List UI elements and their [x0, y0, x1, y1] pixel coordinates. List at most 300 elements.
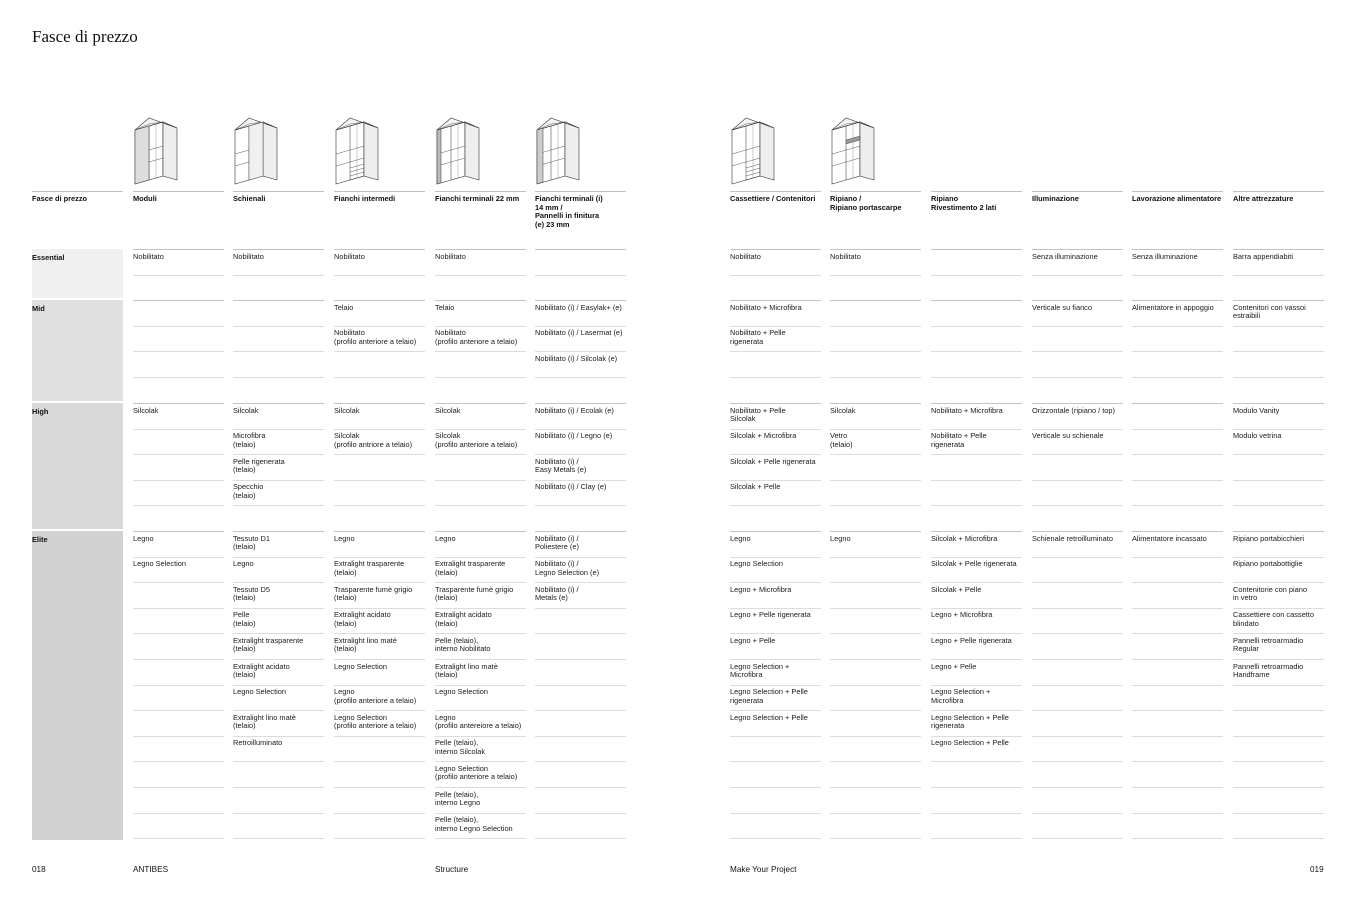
column-header-ripiano: Ripiano / Ripiano portascarpe — [830, 194, 902, 212]
project-name: Make Your Project — [730, 865, 797, 874]
row-rule — [1233, 838, 1324, 839]
cabinet-shelves-icon — [830, 116, 878, 188]
row-rule — [1132, 249, 1223, 250]
row-rule — [1132, 710, 1223, 711]
row-rule — [1032, 275, 1123, 276]
table-cell: Tessuto D1 (telaio) — [233, 533, 270, 552]
cabinet-end-sides-icon — [435, 116, 483, 188]
row-rule — [730, 377, 821, 378]
table-cell: Nobilitato — [435, 251, 466, 261]
column-header-altre: Altre attrezzature — [1233, 194, 1294, 203]
table-cell: Legno + Pelle — [730, 635, 776, 645]
row-rule — [435, 582, 526, 583]
row-rule — [830, 710, 921, 711]
row-rule — [730, 633, 821, 634]
table-cell: Microfibra (telaio) — [233, 431, 266, 449]
row-rule — [1132, 326, 1223, 327]
row-rule — [1032, 326, 1123, 327]
cabinet-inner-sides-icon — [334, 116, 382, 188]
table-cell: Legno (profilo anteriore a telaio) — [334, 687, 417, 705]
page-number-right: 019 — [1310, 865, 1324, 874]
row-rule — [931, 275, 1022, 276]
row-rule — [233, 275, 324, 276]
row-rule — [931, 377, 1022, 378]
row-rule — [535, 480, 626, 481]
row-rule — [931, 326, 1022, 327]
row-rule — [1132, 275, 1223, 276]
row-rule — [535, 633, 626, 634]
row-rule — [334, 454, 425, 455]
table-cell: Pelle (telaio) — [233, 610, 256, 628]
table-cell: Silcolak — [435, 405, 461, 415]
row-rule — [535, 685, 626, 686]
row-rule — [435, 633, 526, 634]
table-cell: Nobilitato (i) / Silcolak (e) — [535, 353, 618, 363]
row-rule — [1132, 505, 1223, 506]
row-rule — [931, 813, 1022, 814]
row-rule — [133, 505, 224, 506]
table-cell: Legno Selection (profilo anteriore a telaio) — [334, 712, 417, 731]
column-header-fianchi_term14: Fianchi terminali (i) 14 mm / Pannelli in finitura (e) 23 mm — [535, 194, 603, 229]
table-cell: Ripiano portabottiglie — [1233, 559, 1303, 569]
row-rule — [1132, 351, 1223, 352]
row-rule — [730, 454, 821, 455]
row-rule — [1233, 787, 1324, 788]
row-rule — [435, 480, 526, 481]
row-rule — [133, 480, 224, 481]
row-rule — [133, 351, 224, 352]
table-cell: Schienale retroilluminato — [1032, 533, 1113, 543]
row-rule — [1132, 659, 1223, 660]
row-rule — [730, 838, 821, 839]
row-rule — [931, 787, 1022, 788]
header-rule — [233, 191, 324, 192]
row-rule — [233, 326, 324, 327]
row-rule — [1233, 429, 1324, 430]
row-rule — [133, 787, 224, 788]
row-rule — [334, 659, 425, 660]
row-rule — [334, 582, 425, 583]
row-rule — [830, 633, 921, 634]
table-cell: Nobilitato (profilo anteriore a telaio) — [334, 328, 417, 346]
table-cell: Verticale su schienale — [1032, 431, 1104, 441]
row-rule — [830, 249, 921, 250]
table-cell: Legno — [133, 533, 154, 543]
row-rule — [730, 736, 821, 737]
table-cell: Legno + Pelle rigenerata — [931, 635, 1012, 645]
row-rule — [233, 249, 324, 250]
row-rule — [334, 633, 425, 634]
row-rule — [233, 710, 324, 711]
row-rule — [1132, 557, 1223, 558]
table-cell: Legno Selection — [233, 687, 287, 697]
row-rule — [1132, 582, 1223, 583]
row-rule — [931, 557, 1022, 558]
row-rule — [931, 633, 1022, 634]
row-rule — [535, 377, 626, 378]
row-rule — [931, 710, 1022, 711]
table-cell: Orizzontale (ripiano / top) — [1032, 405, 1115, 415]
column-header-fianchi_term22: Fianchi terminali 22 mm — [435, 194, 520, 203]
table-cell: Modulo Vanity — [1233, 405, 1280, 415]
band-label-mid: Mid — [32, 304, 45, 313]
row-rule — [931, 351, 1022, 352]
table-cell: Telaio — [334, 302, 354, 312]
row-rule — [830, 582, 921, 583]
row-rule — [535, 608, 626, 609]
row-rule — [133, 300, 224, 301]
table-cell: Contenitorie con piano in vetro — [1233, 584, 1307, 603]
row-rule — [334, 531, 425, 532]
row-rule — [535, 582, 626, 583]
table-cell: Specchio (telaio) — [233, 482, 264, 500]
row-rule — [1233, 377, 1324, 378]
row-rule — [931, 838, 1022, 839]
row-rule — [1132, 787, 1223, 788]
row-rule — [1132, 403, 1223, 404]
table-cell: Nobilitato (i) / Legno Selection (e) — [535, 559, 600, 577]
row-rule — [1132, 685, 1223, 686]
row-rule — [1233, 710, 1324, 711]
table-cell: Trasparente fumè grigio (telaio) — [334, 584, 413, 603]
row-rule — [1132, 300, 1223, 301]
table-cell: Barra appendiabiti — [1233, 251, 1293, 261]
row-rule — [133, 659, 224, 660]
row-rule — [435, 300, 526, 301]
row-rule — [1032, 736, 1123, 737]
row-rule — [931, 736, 1022, 737]
table-cell: Nobilitato (i) / Lasermat (e) — [535, 328, 623, 338]
row-rule — [931, 505, 1022, 506]
row-rule — [435, 403, 526, 404]
row-rule — [730, 300, 821, 301]
row-rule — [233, 608, 324, 609]
table-cell: Silcolak — [830, 405, 856, 415]
row-rule — [334, 736, 425, 737]
row-rule — [535, 249, 626, 250]
row-rule — [233, 403, 324, 404]
table-cell: Legno Selection + Pelle rigenerata — [931, 712, 1009, 731]
table-cell: Extralight trasparente (telaio) — [233, 635, 304, 654]
table-cell: Ripiano portabicchieri — [1233, 533, 1305, 543]
row-rule — [334, 710, 425, 711]
table-cell: Silcolak + Microfibra — [730, 431, 797, 441]
table-cell: Legno Selection + Pelle rigenerata — [730, 687, 808, 705]
table-cell: Alimentatore in appoggio — [1132, 302, 1214, 312]
table-cell: Nobilitato (profilo anteriore a telaio) — [435, 328, 518, 346]
row-rule — [535, 531, 626, 532]
row-rule — [730, 505, 821, 506]
row-rule — [233, 300, 324, 301]
row-rule — [133, 403, 224, 404]
row-rule — [233, 531, 324, 532]
table-cell: Nobilitato — [133, 251, 164, 261]
row-rule — [535, 351, 626, 352]
row-rule — [830, 736, 921, 737]
table-cell: Nobilitato (i) / Metals (e) — [535, 584, 579, 603]
table-cell: Pelle (telaio), interno Legno — [435, 789, 481, 808]
row-rule — [931, 403, 1022, 404]
row-rule — [334, 351, 425, 352]
band-label-essential: Essential — [32, 253, 65, 262]
row-rule — [535, 275, 626, 276]
header-rule — [133, 191, 224, 192]
page-title: Fasce di prezzo — [32, 27, 138, 46]
row-rule — [730, 557, 821, 558]
table-cell: Legno Selection + Pelle — [931, 738, 1009, 748]
row-rule — [730, 582, 821, 583]
row-rule — [1032, 300, 1123, 301]
row-rule — [931, 531, 1022, 532]
page-number-left: 018 — [32, 865, 46, 874]
table-cell: Nobilitato (i) / Easy Metals (e) — [535, 456, 587, 475]
row-rule — [133, 557, 224, 558]
table-cell: Extralight lino matè (telaio) — [435, 661, 498, 680]
row-rule — [233, 659, 324, 660]
row-rule — [1032, 710, 1123, 711]
row-rule — [535, 813, 626, 814]
row-rule — [730, 249, 821, 250]
row-rule — [830, 377, 921, 378]
row-rule — [233, 429, 324, 430]
table-cell: Pannelli retroarmadio Regular — [1233, 635, 1304, 654]
table-cell: Extralight acidato (telaio) — [334, 610, 391, 628]
header-rule — [32, 191, 123, 192]
row-rule — [1132, 454, 1223, 455]
table-cell: Silcolak + Pelle rigenerata — [730, 456, 816, 466]
row-rule — [133, 633, 224, 634]
row-rule — [730, 761, 821, 762]
row-rule — [730, 710, 821, 711]
row-rule — [233, 454, 324, 455]
row-rule — [233, 505, 324, 506]
row-rule — [931, 480, 1022, 481]
row-rule — [535, 505, 626, 506]
row-rule — [535, 557, 626, 558]
row-rule — [334, 685, 425, 686]
row-rule — [830, 813, 921, 814]
table-cell: Tessuto D5 (telaio) — [233, 584, 270, 603]
row-rule — [1233, 403, 1324, 404]
column-header-lavorazione: Lavorazione alimentatore — [1132, 194, 1222, 203]
row-rule — [1233, 454, 1324, 455]
section-name: Structure — [435, 865, 469, 874]
row-rule — [133, 838, 224, 839]
row-rule — [1233, 249, 1324, 250]
row-rule — [435, 326, 526, 327]
row-rule — [1032, 685, 1123, 686]
row-rule — [535, 838, 626, 839]
table-cell: Pannelli retroarmadio Handframe — [1233, 661, 1304, 680]
row-rule — [1132, 736, 1223, 737]
row-rule — [233, 377, 324, 378]
table-cell: Nobilitato — [830, 251, 861, 261]
row-rule — [334, 761, 425, 762]
row-rule — [1233, 736, 1324, 737]
row-rule — [233, 761, 324, 762]
row-rule — [435, 454, 526, 455]
row-rule — [1032, 838, 1123, 839]
row-rule — [1233, 685, 1324, 686]
table-cell: Extralight acidato (telaio) — [435, 610, 492, 628]
row-rule — [334, 429, 425, 430]
row-rule — [233, 582, 324, 583]
row-rule — [1233, 531, 1324, 532]
table-cell: Legno — [233, 559, 254, 569]
row-rule — [1032, 633, 1123, 634]
table-cell: Nobilitato (i) / Legno (e) — [535, 431, 613, 441]
row-rule — [1233, 633, 1324, 634]
row-rule — [535, 403, 626, 404]
row-rule — [535, 300, 626, 301]
row-rule — [830, 608, 921, 609]
header-rule — [931, 191, 1022, 192]
row-rule — [830, 531, 921, 532]
table-cell: Contenitori con vassoi estraibili — [1233, 302, 1306, 321]
band-background-elite — [32, 531, 123, 840]
row-rule — [1233, 557, 1324, 558]
table-cell: Nobilitato (i) / Easylak+ (e) — [535, 302, 622, 312]
row-rule — [730, 685, 821, 686]
row-rule — [133, 249, 224, 250]
table-cell: Cassettiere con cassetto blindato — [1233, 610, 1314, 628]
table-cell: Nobilitato (i) / Poliestere (e) — [535, 533, 579, 552]
table-cell: Legno + Microfibra — [931, 610, 993, 620]
column-header-moduli: Moduli — [133, 194, 157, 203]
row-rule — [435, 710, 526, 711]
table-cell: Modulo vetrina — [1233, 431, 1282, 441]
table-cell: Legno Selection — [334, 661, 388, 671]
row-rule — [830, 557, 921, 558]
table-cell: Legno + Microfibra — [730, 584, 792, 594]
row-rule — [133, 454, 224, 455]
row-rule — [133, 761, 224, 762]
row-rule — [435, 685, 526, 686]
row-rule — [133, 582, 224, 583]
row-rule — [535, 761, 626, 762]
row-rule — [931, 300, 1022, 301]
row-rule — [931, 249, 1022, 250]
row-rule — [931, 685, 1022, 686]
table-cell: Alimentatore incassato — [1132, 533, 1207, 543]
row-rule — [830, 403, 921, 404]
header-rule — [730, 191, 821, 192]
row-rule — [1233, 480, 1324, 481]
row-rule — [830, 454, 921, 455]
row-rule — [133, 429, 224, 430]
column-header-fasce: Fasce di prezzo — [32, 194, 88, 203]
table-cell: Pelle rigenerata (telaio) — [233, 456, 285, 475]
row-rule — [535, 429, 626, 430]
row-rule — [830, 685, 921, 686]
row-rule — [334, 377, 425, 378]
band-label-high: High — [32, 407, 49, 416]
row-rule — [133, 275, 224, 276]
table-cell: Nobilitato — [233, 251, 264, 261]
table-cell: Nobilitato + Microfibra — [730, 302, 802, 312]
cabinet-panels-icon — [535, 116, 583, 188]
row-rule — [1032, 480, 1123, 481]
table-cell: Silcolak (profilo anteriore a telaio) — [435, 431, 518, 449]
row-rule — [435, 531, 526, 532]
table-cell: Nobilitato + Pelle Silcolak — [730, 405, 786, 424]
band-background-mid — [32, 300, 123, 401]
row-rule — [1032, 351, 1123, 352]
row-rule — [435, 429, 526, 430]
column-header-cassettiere: Cassettiere / Contenitori — [730, 194, 816, 203]
row-rule — [1233, 351, 1324, 352]
table-cell: Legno + Pelle — [931, 661, 977, 671]
row-rule — [730, 403, 821, 404]
row-rule — [830, 300, 921, 301]
row-rule — [931, 761, 1022, 762]
row-rule — [1032, 761, 1123, 762]
table-cell: Legno Selection — [133, 559, 187, 569]
table-cell: Legno Selection + Microfibra — [730, 661, 790, 680]
row-rule — [1132, 838, 1223, 839]
row-rule — [435, 659, 526, 660]
table-cell: Nobilitato — [730, 251, 761, 261]
row-rule — [830, 275, 921, 276]
cabinet-backs-icon — [233, 116, 281, 188]
row-rule — [730, 531, 821, 532]
row-rule — [535, 326, 626, 327]
row-rule — [1032, 249, 1123, 250]
row-rule — [435, 275, 526, 276]
row-rule — [334, 403, 425, 404]
table-cell: Silcolak + Pelle rigenerata — [931, 559, 1017, 569]
table-cell: Nobilitato — [334, 251, 365, 261]
row-rule — [334, 557, 425, 558]
table-cell: Senza illuminazione — [1032, 251, 1098, 261]
row-rule — [730, 787, 821, 788]
row-rule — [1132, 480, 1223, 481]
table-cell: Legno Selection — [435, 687, 489, 697]
row-rule — [931, 429, 1022, 430]
row-rule — [435, 377, 526, 378]
table-cell: Silcolak — [233, 405, 259, 415]
row-rule — [435, 761, 526, 762]
row-rule — [931, 454, 1022, 455]
table-cell: Extralight trasparente (telaio) — [334, 559, 405, 577]
row-rule — [435, 838, 526, 839]
row-rule — [730, 480, 821, 481]
table-cell: Legno + Pelle rigenerata — [730, 610, 811, 620]
row-rule — [1233, 505, 1324, 506]
table-cell: Nobilitato + Pelle rigenerata — [730, 328, 786, 346]
column-header-fianchi_int: Fianchi intermedi — [334, 194, 396, 203]
row-rule — [1233, 659, 1324, 660]
row-rule — [730, 326, 821, 327]
row-rule — [435, 736, 526, 737]
column-header-ripiano_riv: Ripiano Rivestimento 2 lati — [931, 194, 997, 212]
row-rule — [233, 736, 324, 737]
row-rule — [1032, 429, 1123, 430]
row-rule — [334, 813, 425, 814]
row-rule — [535, 659, 626, 660]
table-cell: Silcolak (profilo antriore a telaio) — [334, 431, 413, 449]
row-rule — [830, 505, 921, 506]
row-rule — [1032, 659, 1123, 660]
row-rule — [1132, 531, 1223, 532]
row-rule — [1032, 582, 1123, 583]
row-rule — [435, 505, 526, 506]
row-rule — [334, 326, 425, 327]
table-cell: Nobilitato + Microfibra — [931, 405, 1003, 415]
row-rule — [1032, 403, 1123, 404]
row-rule — [233, 838, 324, 839]
brand-name: ANTIBES — [133, 865, 169, 874]
